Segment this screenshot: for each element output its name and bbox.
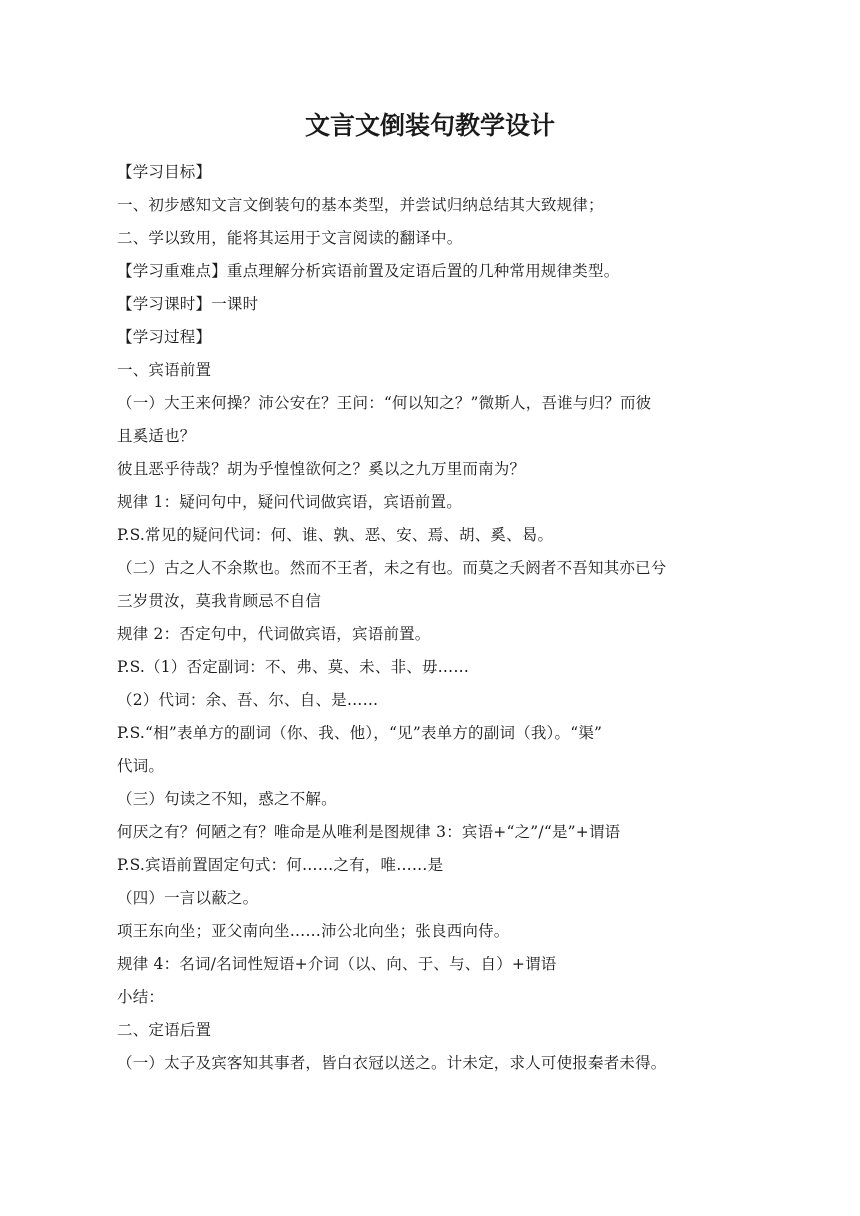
text-line: 且奚适也？ (117, 427, 196, 445)
text-line: （四）一言以蔽之。 (117, 889, 259, 907)
text-line: （2）代词：余、吾、尔、自、是…… (117, 691, 379, 709)
text-line: 一、宾语前置 (117, 361, 212, 379)
text-line: P.S.“相”表单方的副词（你、我、他），“见”表单方的副词（我）。“渠” (117, 724, 603, 742)
text-line: 一、初步感知文言文倒装句的基本类型，并尝试归纳总结其大致规律； (117, 196, 604, 214)
text-line: 【学习目标】 (117, 163, 212, 181)
text-line: P.S.宾语前置固定句式：何……之有，唯……是 (117, 856, 444, 874)
text-line: 规律 1：疑问句中，疑问代词做宾语，宾语前置。 (117, 493, 462, 511)
text-line: 何厌之有？何陋之有？唯命是从唯利是图规律 3：宾语+“之”/“是”+谓语 (117, 823, 621, 841)
text-line: P.S.（1）否定副词：不、弗、莫、未、非、毋…… (117, 658, 470, 676)
document-body (117, 156, 742, 1080)
text-line: 代词。 (117, 757, 165, 775)
text-line: （二）古之人不余欺也。然而不王者，未之有也。而莫之夭阏者不吾知其亦已兮 (117, 559, 667, 577)
text-line: 二、定语后置 (117, 1021, 212, 1039)
text-line: 小结： (117, 988, 165, 1006)
text-line: 彼且恶乎待哉？胡为乎惶惶欲何之？奚以之九万里而南为？ (117, 460, 526, 478)
text-line: 【学习过程】 (117, 328, 212, 346)
text-line: 【学习重难点】重点理解分析宾语前置及定语后置的几种常用规律类型。 (117, 262, 620, 280)
text-line: 规律 2：否定句中，代词做宾语，宾语前置。 (117, 625, 431, 643)
text-line: 项王东向坐；亚父南向坐……沛公北向坐；张良西向侍。 (117, 922, 510, 940)
text-line: （一）太子及宾客知其事者，皆白衣冠以送之。计未定，求人可使报秦者未得。 (117, 1054, 667, 1072)
text-line: 二、学以致用，能将其运用于文言阅读的翻译中。 (117, 229, 463, 247)
text-line: P.S.常见的疑问代词：何、谁、孰、恶、安、焉、胡、奚、曷。 (117, 526, 554, 544)
text-line: （一）大王来何操？沛公安在？王问：“何以知之？”微斯人，吾谁与归？而彼 (117, 394, 652, 412)
text-line: （三）句读之不知，惑之不解。 (117, 790, 337, 808)
text-line: 规律 4：名词/名词性短语+介词（以、向、于、与、自）+谓语 (117, 955, 557, 973)
text-line: 三岁贯汝，莫我肯顾忌不自信 (117, 592, 322, 610)
document-title: 文言文倒装句教学设计 (304, 111, 555, 140)
text-line: 【学习课时】一课时 (117, 295, 259, 313)
